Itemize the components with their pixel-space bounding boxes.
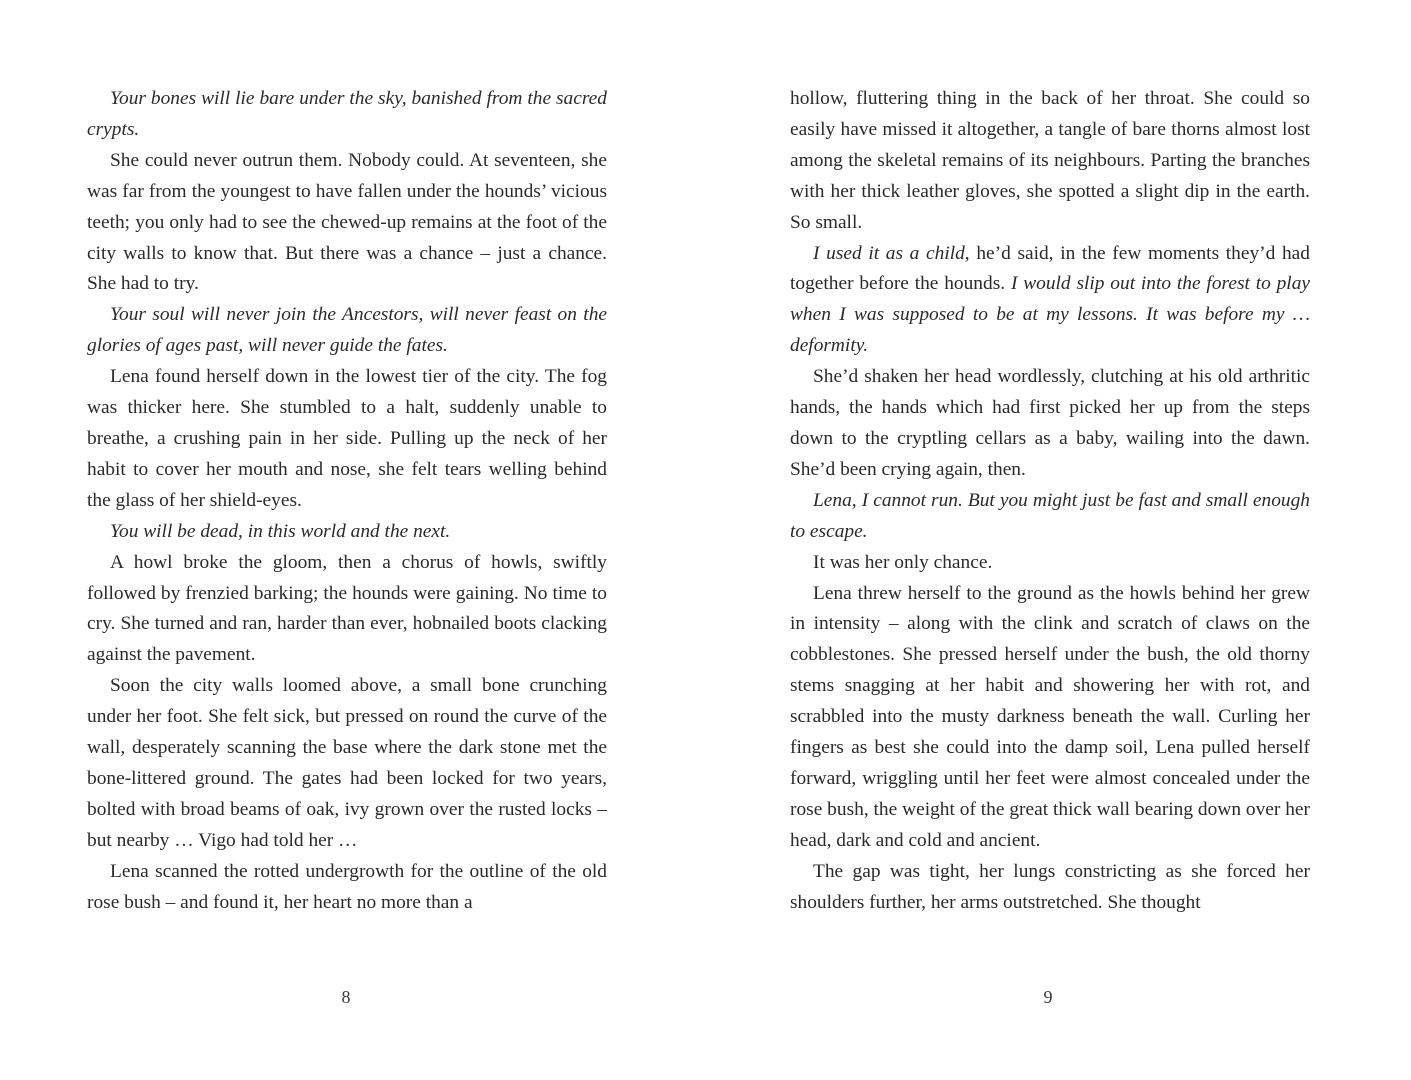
paragraph: A howl broke the gloom, then a chorus of howls, swiftly followed by frenzied barking; the hounds were gaining. No time to cry. She turned and ran, harder than ever, hobnailed boots clacking against the pavement. — [87, 551, 607, 666]
paragraph: Soon the city walls loomed above, a small bone crunching under her foot. She felt sick, but pressed on round the curve of the wall, desperately scanning the base where the dark stone met the bone-littered ground. The gates had been locked for two years, bolted with broad beams of oak, ivy grown over the rusted locks – but nearby … Vigo had told her … — [87, 675, 607, 851]
paragraph-italic: Your soul will never join the Ancestors, will never feast on the glories of ages past, will never guide the fates. — [87, 304, 607, 357]
paragraph: It was her only chance. — [813, 551, 993, 573]
paragraph: Lena threw herself to the ground as the howls behind her grew in intensity – along with the clink and scratch of claws on the cobblestones. She pressed herself under the bush, the old thorny stems snagging at her habit and showering her with rot, and scrabbled into the musty darkness beneath the wall. Curling her fingers as best she could into the damp soil, Lena pulled herself forward, wriggling until her feet were almost concealed under the rose bush, the weight of the great thick wall bearing down over her head, dark and cold and ancient. — [790, 582, 1310, 851]
page-number-left: 8 — [341, 987, 351, 1007]
paragraph-italic: Lena, I cannot run. But you might just be fast and small enough to escape. — [790, 489, 1310, 542]
paragraph: Lena scanned the rotted undergrowth for the outline of the old rose bush – and found it, her heart no more than a — [87, 860, 607, 913]
paragraph-mixed — [790, 239, 1310, 363]
right-page-text — [790, 84, 1310, 918]
paragraph: She could never outrun them. Nobody could. At seventeen, she was far from the youngest to have fallen under the hounds’ vicious teeth; you only had to see the chewed-up remains at the foot of the city walls to know that. But there was a chance – just a chance. She had to try. — [87, 149, 607, 295]
paragraph-italic: Your bones will lie bare under the sky, banished from the sacred crypts. — [87, 88, 607, 140]
paragraph: The gap was tight, her lungs constricting as she forced her shoulders further, her arms outstretched. She thought — [790, 860, 1310, 913]
italic-span: I would slip out into the forest to play when I was supposed to be at my lessons. It was before my … deformity. — [790, 273, 1311, 357]
italic-span: I used it as a child, — [813, 242, 970, 264]
paragraph: She’d shaken her head wordlessly, clutching at his old arthritic hands, the hands which had first picked her up from the steps down to the cryptling cellars as a baby, wailing into the dawn. She’d been crying again, then. — [790, 366, 1310, 480]
roman-span: he’d said, in the few moments they’d had together before the hounds. — [790, 242, 1310, 295]
paragraph: Lena found herself down in the lowest tier of the city. The fog was thicker here. She stumbled to a halt, suddenly unable to breathe, a crushing pain in her side. Pulling up the neck of her habit to cover her mouth and nose, she felt tears welling behind the glass of her shield-eyes. — [87, 366, 607, 511]
right-page — [790, 84, 1310, 918]
paragraph-continued: hollow, fluttering thing in the back of her throat. She could so easily have missed it altogether, a tangle of bare thorns almost lost among the skeletal remains of its neighbours. Parting the branches with her thick leather gloves, she spotted a slight dip in the earth. So small. — [790, 88, 1310, 233]
left-page-text — [87, 84, 607, 918]
left-page — [87, 84, 607, 918]
paragraph-italic: You will be dead, in this world and the next. — [110, 520, 451, 542]
page-number-right: 9 — [1043, 987, 1053, 1007]
